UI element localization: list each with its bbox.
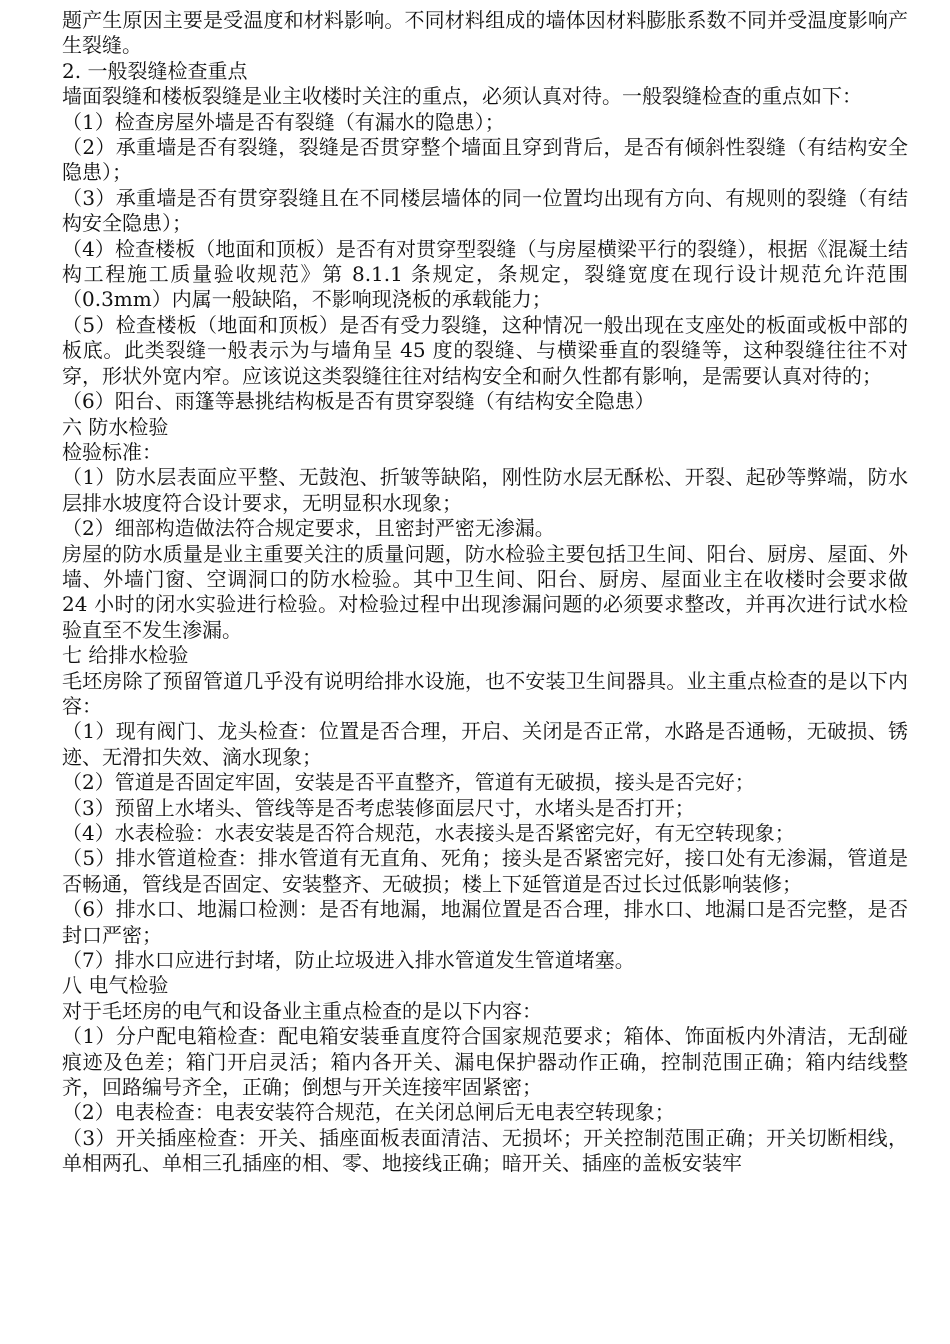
list-item: （1）分户配电箱检查：配电箱安装垂直度符合国家规范要求；箱体、饰面板内外清洁，无刮碰痕迹及色差；箱门开启灵活；箱内各开关、漏电保护器动作正确，控制范围正确；箱内结线整齐，回路编号齐全，正确；倒想与开关连接牢固紧密；	[62, 1024, 908, 1100]
list-item: （3）承重墙是否有贯穿裂缝且在不同楼层墙体的同一位置均出现有方向、有规则的裂缝（有结构安全隐患）；	[62, 185, 908, 236]
section-heading: 七 给排水检验	[62, 643, 189, 668]
list-item: （4）检查楼板（地面和顶板）是否有对贯穿型裂缝（与房屋横梁平行的裂缝），根据《混凝土结构工程施工质量验收规范》第 8.1.1 条规定，条规定，裂缝宽度在现行设计规范允许范围（0.3mm）内属一般缺陷，不影响现浇板的承载能力；	[62, 236, 908, 312]
list-item: （2）电表检查：电表安装符合规范，在关闭总闸后无电表空转现象；	[62, 1100, 675, 1125]
section-heading: 2. 一般裂缝检查重点	[62, 58, 248, 83]
paragraph: 墙面裂缝和楼板裂缝是业主收楼时关注的重点，必须认真对待。一般裂缝检查的重点如下：	[62, 84, 862, 109]
paragraph: 检验标准：	[62, 439, 162, 464]
list-item: （1）防水层表面应平整、无鼓泡、折皱等缺陷，刚性防水层无酥松、开裂、起砂等弊端，防水层排水坡度符合设计要求，无明显积水现象；	[62, 465, 908, 515]
list-item: （6）排水口、地漏口检测：是否有地漏，地漏位置是否合理，排水口、地漏口是否完整，是否封口严密；	[62, 897, 908, 947]
list-item: （2）管道是否固定牢固，安装是否平直整齐，管道有无破损，接头是否完好；	[62, 770, 755, 795]
list-item: （1）现有阀门、龙头检查：位置是否合理，开启、关闭是否正常，水路是否通畅，无破损、锈迹、无滑扣失效、滴水现象；	[62, 719, 908, 769]
list-item: （7）排水口应进行封堵，防止垃圾进入排水管道发生管道堵塞。	[62, 948, 635, 973]
section-heading: 六 防水检验	[62, 414, 169, 439]
paragraph: 房屋的防水质量是业主重要关注的质量问题，防水检验主要包括卫生间、阳台、厨房、屋面、外墙、外墙门窗、空调洞口的防水检验。其中卫生间、阳台、厨房、屋面业主在收楼时会要求做 24 小时的闭水实验进行检验。对检验过程中出现渗漏问题的必须要求整改，并再次进行试水检验直至不发生渗漏。	[62, 541, 908, 642]
list-item: （2）细部构造做法符合规定要求，且密封严密无渗漏。	[62, 516, 555, 541]
list-item: （1）检查房屋外墙是否有裂缝（有漏水的隐患）；	[62, 109, 505, 134]
paragraph: 毛坯房除了预留管道几乎没有说明给排水设施，也不安装卫生间器具。业主重点检查的是以下内容：	[62, 668, 908, 718]
list-item: （5）排水管道检查：排水管道有无直角、死角；接头是否紧密完好，接口处有无渗漏，管道是否畅通，管线是否固定、安装整齐、无破损；楼上下延管道是否过长过低影响装修；	[62, 846, 908, 896]
list-item: （4）水表检验：水表安装是否符合规范，水表接头是否紧密完好，有无空转现象；	[62, 821, 795, 845]
paragraph: 题产生原因主要是受温度和材料影响。不同材料组成的墙体因材料膨胀系数不同并受温度影响产生裂缝。	[62, 8, 908, 58]
list-item: （5）检查楼板（地面和顶板）是否有受力裂缝，这种情况一般出现在支座处的板面或板中部的板底。此类裂缝一般表示为与墙角呈 45 度的裂缝、与横梁垂直的裂缝等，这种裂缝往往不对穿，形状外宽内窄。应该说这类裂缝往往对结构安全和耐久性都有影响，是需要认真对待的；	[62, 312, 908, 388]
list-item: （3）开关插座检查：开关、插座面板表面清洁、无损坏；开关控制范围正确；开关切断相线，单相两孔、单相三孔插座的相、零、地接线正确；暗开关、插座的盖板安装牢	[62, 1125, 908, 1176]
list-item: （6）阳台、雨篷等悬挑结构板是否有贯穿裂缝（有结构安全隐患）	[62, 389, 655, 414]
paragraph: 对于毛坯房的电气和设备业主重点检查的是以下内容：	[62, 998, 542, 1023]
list-item: （2）承重墙是否有裂缝，裂缝是否贯穿整个墙面且穿到背后，是否有倾斜性裂缝（有结构安全隐患）；	[62, 135, 908, 185]
list-item: （3）预留上水堵头、管线等是否考虑装修面层尺寸，水堵头是否打开；	[62, 795, 695, 820]
section-heading: 八 电气检验	[62, 973, 169, 998]
document-page	[62, 8, 908, 1177]
